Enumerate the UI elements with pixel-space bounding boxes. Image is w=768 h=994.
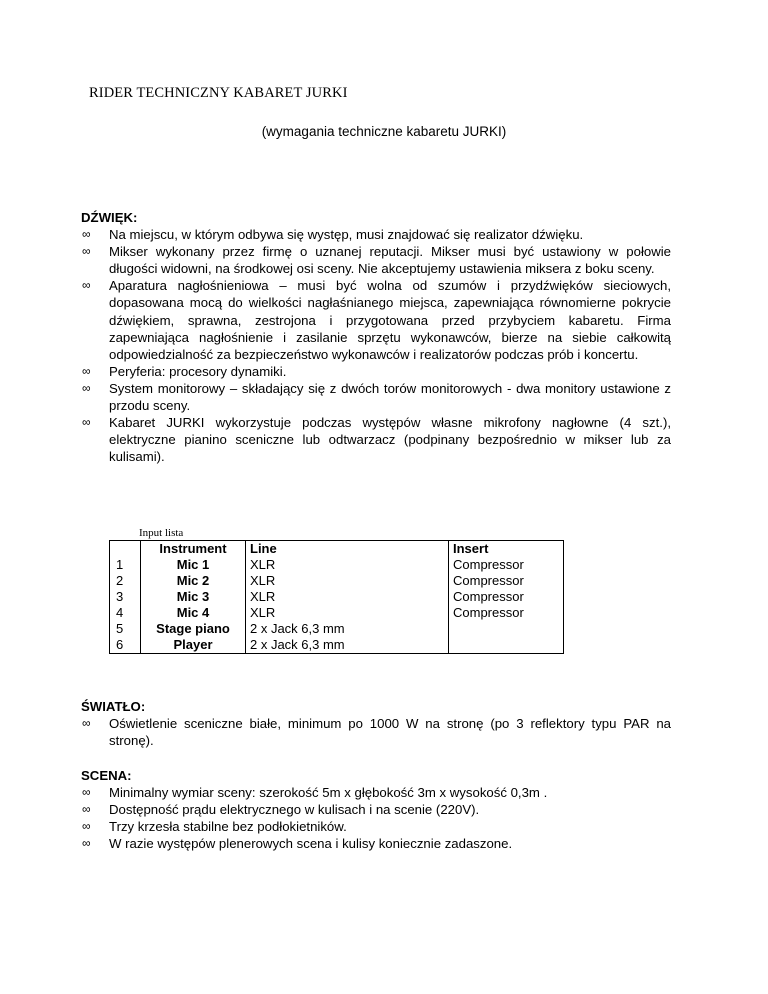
- bullet-icon: ∞: [82, 716, 91, 731]
- cell-insert: Compressor: [449, 605, 564, 621]
- table-row: [110, 637, 564, 654]
- cell-line: 2 x Jack 6,3 mm: [246, 621, 449, 637]
- cell-num: 6: [110, 637, 141, 654]
- light-list: [81, 715, 671, 749]
- list-item-text: Aparatura nagłośnieniowa – musi być wolna od szumów i przydźwięków sieciowych, dopasowana mocą do wielkości nagłaśnianego miejsca, zapewniająca równomierne pokrycie dźwiękiem, sprawna, zestrojona i przygotowana przed przybyciem kabaretu. Firma zapewniająca nagłośnienie i zasilanie sprzętu wykonawców, bierze na siebie całkowitą odpowiedzialność za bezpieczeństwo wykonawców i realizatorów podczas prób i koncertu.: [109, 278, 671, 362]
- bullet-icon: ∞: [82, 380, 91, 395]
- list-item: [81, 818, 671, 835]
- list-item-text: Dostępność prądu elektrycznego w kulisach i na scenie (220V).: [109, 802, 480, 818]
- table-header-row: [110, 541, 564, 558]
- bullet-icon: ∞: [82, 363, 91, 378]
- cell-line: XLR: [246, 573, 449, 589]
- bullet-icon: ∞: [82, 802, 91, 817]
- list-item: [81, 277, 671, 362]
- sound-heading: DŹWIĘK:: [81, 210, 138, 225]
- list-item: [81, 715, 671, 749]
- stage-list: [81, 784, 671, 852]
- list-item-text: Na miejscu, w którym odbywa się występ, musi znajdować się realizator dźwięku.: [109, 227, 584, 243]
- list-item: [81, 414, 671, 465]
- bullet-icon: ∞: [82, 227, 91, 242]
- cell-instrument: Player: [141, 637, 246, 654]
- cell-num: 4: [110, 605, 141, 621]
- cell-instrument: Mic 1: [141, 557, 246, 573]
- cell-insert: [449, 637, 564, 654]
- bullet-icon: ∞: [82, 836, 91, 851]
- header-instrument: Instrument: [141, 541, 246, 558]
- list-item: [81, 835, 671, 852]
- cell-line: XLR: [246, 605, 449, 621]
- header-insert: Insert: [449, 541, 564, 558]
- document-subtitle: [0, 124, 768, 139]
- document-title: RIDER TECHNICZNY KABARET JURKI: [89, 85, 348, 101]
- light-heading: ŚWIATŁO:: [81, 699, 146, 714]
- sound-list: [81, 226, 671, 465]
- list-item: [81, 784, 671, 801]
- bullet-icon: ∞: [82, 415, 91, 430]
- list-item: [81, 380, 671, 414]
- cell-num: 3: [110, 589, 141, 605]
- table-row: [110, 557, 564, 573]
- list-item: [81, 226, 671, 243]
- cell-instrument: Mic 4: [141, 605, 246, 621]
- list-item-text: Oświetlenie sceniczne białe, minimum po 1000 W na stronę (po 3 reflektory typu PAR na stronę).: [109, 716, 671, 749]
- cell-line: XLR: [246, 589, 449, 605]
- cell-num: 2: [110, 573, 141, 589]
- cell-insert: Compressor: [449, 573, 564, 589]
- table-row: [110, 589, 564, 605]
- header-num: [110, 541, 141, 558]
- list-item-text: Mikser wykonany przez firmę o uznanej reputacji. Mikser musi być ustawiony w połowie długości widowni, na środkowej osi sceny. Nie akceptujemy ustawienia miksera z boku sceny.: [109, 244, 671, 277]
- bullet-icon: ∞: [82, 785, 91, 800]
- cell-line: XLR: [246, 557, 449, 573]
- input-list-table: [109, 540, 564, 654]
- cell-insert: Compressor: [449, 589, 564, 605]
- list-item: [81, 801, 671, 818]
- cell-num: 5: [110, 621, 141, 637]
- light-section: [81, 698, 671, 749]
- list-item-text: Trzy krzesła stabilne bez podłokietników.: [109, 819, 347, 835]
- table-row: [110, 573, 564, 589]
- header-line: Line: [246, 541, 449, 558]
- cell-insert: [449, 621, 564, 637]
- list-item-text: System monitorowy – składający się z dwóch torów monitorowych - dwa monitory ustawione z przodu sceny.: [109, 380, 671, 414]
- subtitle-text: (wymagania techniczne kabaretu JURKI): [261, 124, 507, 139]
- list-item: [81, 243, 671, 277]
- cell-insert: Compressor: [449, 557, 564, 573]
- cell-instrument: Mic 2: [141, 573, 246, 589]
- sound-section: [81, 209, 671, 465]
- list-item-text: Kabaret JURKI wykorzystuje podczas występów własne mikrofony nagłowne (4 szt.), elektryczne pianino sceniczne lub odtwarzacz (podpinany bezpośrednio w mikser lub za kulisami).: [109, 415, 671, 465]
- bullet-icon: ∞: [82, 244, 91, 259]
- list-item: [81, 363, 671, 380]
- stage-section: [81, 767, 671, 852]
- table-row: [110, 605, 564, 621]
- list-item-text: Minimalny wymiar sceny: szerokość 5m x głębokość 3m x wysokość 0,3m .: [109, 785, 548, 801]
- bullet-icon: ∞: [82, 819, 91, 834]
- list-item-text: W razie występów plenerowych scena i kulisy koniecznie zadaszone.: [109, 836, 513, 852]
- list-item-text: Peryferia: procesory dynamiki.: [109, 363, 287, 379]
- table-row: [110, 621, 564, 637]
- cell-line: 2 x Jack 6,3 mm: [246, 637, 449, 654]
- stage-heading: SCENA:: [81, 768, 132, 783]
- cell-num: 1: [110, 557, 141, 573]
- input-list-caption: Input lista: [139, 527, 184, 539]
- cell-instrument: Stage piano: [141, 621, 246, 637]
- cell-instrument: Mic 3: [141, 589, 246, 605]
- bullet-icon: ∞: [82, 278, 91, 293]
